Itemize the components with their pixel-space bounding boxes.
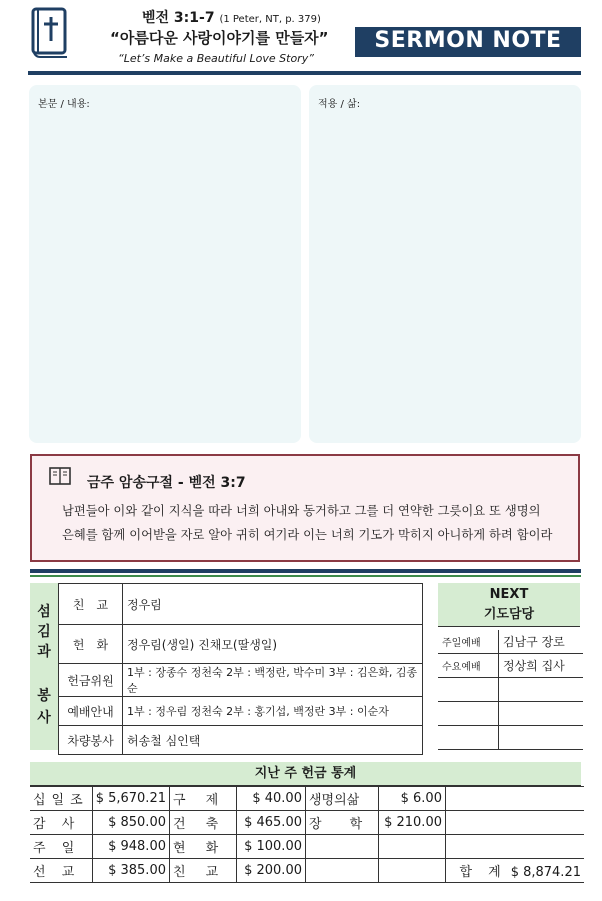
service-side-label [30, 583, 58, 750]
bible-icon [30, 6, 70, 58]
offering-amount: $ 5,670.21 [92, 787, 169, 811]
empty-cell [438, 678, 499, 702]
empty-cell [305, 835, 378, 859]
empty-cell [378, 835, 445, 859]
sermon-title: “아름다운 사랑이야기를 만들자” [110, 29, 329, 47]
service-table [58, 583, 423, 755]
offering-amount: $ 6.00 [378, 787, 445, 811]
offering-amount: $ 465.00 [236, 811, 305, 835]
offering-total [445, 859, 584, 883]
table-row [438, 702, 583, 726]
offering-label: 구 제 [169, 787, 236, 811]
offering-label: 건 축 [169, 811, 236, 835]
table-row [30, 835, 584, 859]
table-row [30, 787, 584, 811]
table-row [59, 625, 423, 664]
next-heading-line1: NEXT [489, 587, 529, 602]
content-notes-box[interactable] [29, 85, 301, 443]
scripture-ref: 벧전 3:1-7 [142, 10, 215, 26]
prayer-leader: 정상희 집사 [499, 654, 584, 678]
memory-verse-line: 남편들아 이와 같이 지식을 따라 너희 아내와 동거하고 그를 더 연약한 그릇이요 또 생명의 [62, 504, 541, 518]
service-value: 1부 : 장종수 정천숙 2부 : 백정란, 박수미 3부 : 김은화, 김종순 [123, 664, 423, 697]
offering-amount: $ 100.00 [236, 835, 305, 859]
table-row [59, 664, 423, 697]
memory-verse-line: 은혜를 함께 이어받을 자로 알아 귀히 여기라 이는 너희 기도가 막히지 아니하게 하려 함이라 [62, 528, 553, 542]
offering-label: 현 화 [169, 835, 236, 859]
empty-cell [438, 702, 499, 726]
service-label: 헌 화 [59, 625, 123, 664]
offering-amount: $ 850.00 [92, 811, 169, 835]
table-row [59, 697, 423, 726]
empty-cell [499, 702, 584, 726]
prayer-service-label: 주일예배 [438, 630, 499, 654]
empty-cell [378, 859, 445, 883]
prayer-leader: 김남구 장로 [499, 630, 584, 654]
scripture-reference [142, 7, 321, 27]
side-char: 김 [37, 624, 51, 640]
next-prayer-table [438, 630, 583, 750]
offering-label: 친 교 [169, 859, 236, 883]
memory-verse-title: 금주 암송구절 - 벧전 3:7 [87, 475, 246, 491]
empty-cell [445, 835, 584, 859]
service-value: 허송철 심인택 [123, 726, 423, 755]
table-row [438, 678, 583, 702]
side-char: 사 [37, 710, 51, 726]
offering-amount: $ 40.00 [236, 787, 305, 811]
sermon-note-banner: SERMON NOTE [355, 25, 581, 57]
empty-cell [438, 726, 499, 750]
table-row [59, 584, 423, 625]
empty-cell [305, 859, 378, 883]
table-row [438, 630, 583, 654]
service-label: 친 교 [59, 584, 123, 625]
next-heading-line2: 기도담당 [483, 607, 535, 622]
service-value: 정우림 [123, 584, 423, 625]
table-row [59, 726, 423, 755]
service-label: 예배안내 [59, 697, 123, 726]
offering-label: 선 교 [30, 859, 92, 883]
offering-label: 주 일 [30, 835, 92, 859]
application-notes-box[interactable] [309, 85, 581, 443]
offering-table [30, 786, 584, 883]
offering-label: 십일조 [30, 787, 92, 811]
total-label: 합 계 [459, 865, 507, 880]
table-row [438, 654, 583, 678]
service-label: 차량봉사 [59, 726, 123, 755]
prayer-service-label: 수요예배 [438, 654, 499, 678]
memory-verse-text [62, 499, 577, 547]
offering-label: 감 사 [30, 811, 92, 835]
banner-stripe [355, 24, 581, 27]
service-value: 정우림(생일) 진채모(딸생일) [123, 625, 423, 664]
section-divider-green [30, 575, 581, 577]
empty-cell [445, 811, 584, 835]
service-value: 1부 : 정우림 정천숙 2부 : 홍기섭, 백정란 3부 : 이순자 [123, 697, 423, 726]
offering-amount: $ 200.00 [236, 859, 305, 883]
offering-label: 장 학 [305, 811, 378, 835]
offering-amount: $ 210.00 [378, 811, 445, 835]
service-label: 헌금위원 [59, 664, 123, 697]
empty-cell [499, 726, 584, 750]
table-row [438, 726, 583, 750]
next-prayer-heading [438, 583, 580, 627]
table-row [30, 859, 584, 883]
header-divider [28, 71, 581, 75]
section-divider [30, 569, 581, 573]
offering-label: 생명의삶 [305, 787, 378, 811]
empty-cell [499, 678, 584, 702]
application-notes-label: 적용 / 삶: [318, 99, 361, 110]
side-char: 과 [37, 644, 51, 660]
side-char: 봉 [37, 688, 51, 704]
sermon-subtitle: “Let’s Make a Beautiful Love Story” [118, 52, 314, 65]
open-bible-icon [49, 467, 71, 485]
content-notes-label: 본문 / 내용: [38, 99, 90, 110]
offering-amount: $ 385.00 [92, 859, 169, 883]
memory-verse-box [30, 454, 580, 562]
total-amount: $ 8,874.21 [510, 865, 581, 880]
side-char: 섬 [37, 604, 51, 620]
scripture-ref-detail: (1 Peter, NT, p. 379) [219, 14, 321, 25]
empty-cell [445, 787, 584, 811]
offering-heading: 지난 주 헌금 통계 [30, 762, 581, 786]
table-row [30, 811, 584, 835]
offering-amount: $ 948.00 [92, 835, 169, 859]
